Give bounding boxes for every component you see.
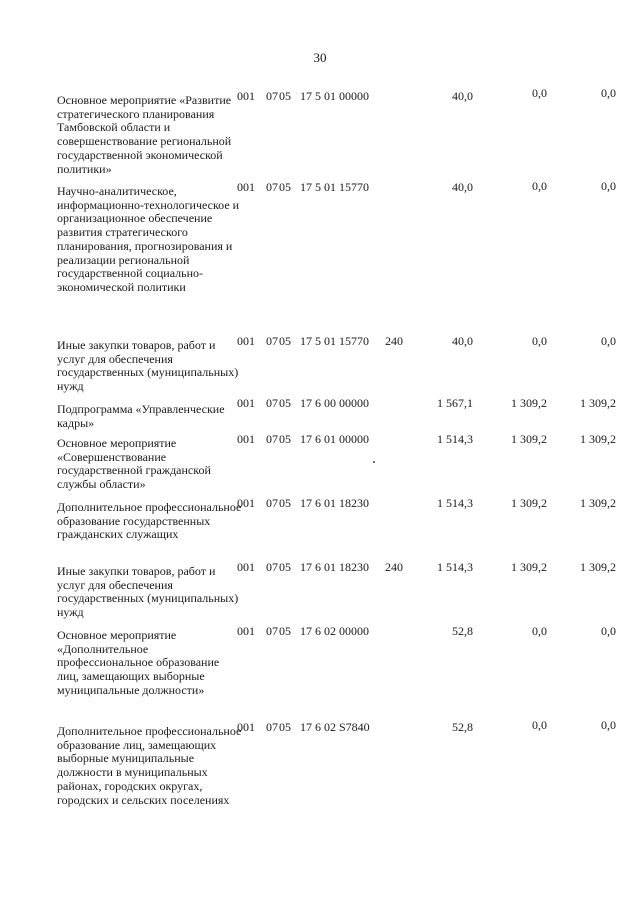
- value-year-2: 1 309,2: [511, 432, 547, 446]
- value-year-1: 1 514,3: [437, 496, 473, 510]
- subsection-code: 05: [279, 180, 291, 194]
- row-name: Иные закупки товаров, работ и услуг для обеспечения государственных (муниципальных) нужд: [57, 338, 239, 394]
- value-year-2: 1 309,2: [511, 396, 547, 410]
- ved-code: 001: [237, 396, 255, 410]
- section-code: 07: [266, 720, 278, 734]
- value-year-3: 1 309,2: [580, 396, 616, 410]
- value-year-3: 0,0: [601, 334, 616, 348]
- value-year-3: 1 309,2: [580, 560, 616, 574]
- target-item-code: 17 5 01 00000: [300, 89, 369, 103]
- ved-code: 001: [237, 720, 255, 734]
- subsection-code: 05: [279, 560, 291, 574]
- value-year-2: 1 309,2: [511, 496, 547, 510]
- section-code: 07: [266, 89, 278, 103]
- value-year-1: 52,8: [452, 624, 473, 638]
- value-year-2: 0,0: [532, 624, 547, 638]
- section-code: 07: [266, 180, 278, 194]
- subsection-code: 05: [279, 720, 291, 734]
- subsection-code: 05: [279, 496, 291, 510]
- section-code: 07: [266, 432, 278, 446]
- row-name: Основное мероприятие «Развитие стратегического планирования Тамбовской области и совершенствование региональной государственной экономической политики»: [57, 93, 232, 176]
- value-year-3: 0,0: [601, 718, 616, 732]
- section-code: 07: [266, 624, 278, 638]
- value-year-1: 1 567,1: [437, 396, 473, 410]
- ved-code: 001: [237, 624, 255, 638]
- expense-type-code: 240: [385, 334, 403, 348]
- value-year-1: 40,0: [452, 180, 473, 194]
- expense-type-code: 240: [385, 560, 403, 574]
- row-name: Основное мероприятие «Дополнительное профессиональное образование лиц, замещающих выборные муниципальные должности»: [57, 628, 220, 697]
- row-name: Научно-аналитическое, информационно-технологическое и организационное обеспечение развития стратегического планирования, прогнозирования и реализации региональной государственной социально-экономической политики: [57, 184, 240, 294]
- subsection-code: 05: [279, 396, 291, 410]
- ved-code: 001: [237, 560, 255, 574]
- section-code: 07: [266, 396, 278, 410]
- value-year-2: 0,0: [532, 334, 547, 348]
- value-year-3: 1 309,2: [580, 496, 616, 510]
- subsection-code: 05: [279, 624, 291, 638]
- row-name: Дополнительное профессиональное образование государственных гражданских служащих: [57, 500, 242, 542]
- value-year-1: 40,0: [452, 89, 473, 103]
- row-name: Дополнительное профессиональное образование лиц, замещающих выборные муниципальные должности в муниципальных районах, городских округах, городских и сельских поселениях: [57, 724, 242, 807]
- value-year-1: 1 514,3: [437, 560, 473, 574]
- target-item-code: 17 6 01 18230: [300, 560, 369, 574]
- target-item-code: 17 6 02 00000: [300, 624, 369, 638]
- value-year-2: 0,0: [532, 718, 547, 732]
- section-code: 07: [266, 560, 278, 574]
- value-year-1: 52,8: [452, 720, 473, 734]
- target-item-code: 17 5 01 15770: [300, 334, 369, 348]
- value-year-3: 0,0: [601, 179, 616, 193]
- target-item-code: 17 5 01 15770: [300, 180, 369, 194]
- value-year-1: 1 514,3: [437, 432, 473, 446]
- subsection-code: 05: [279, 432, 291, 446]
- value-year-3: 1 309,2: [580, 432, 616, 446]
- value-year-2: 0,0: [532, 86, 547, 100]
- section-code: 07: [266, 496, 278, 510]
- ved-code: 001: [237, 89, 255, 103]
- ved-code: 001: [237, 334, 255, 348]
- ved-code: 001: [237, 180, 255, 194]
- value-year-3: 0,0: [601, 624, 616, 638]
- row-name: Основное мероприятие «Совершенствование государственной гражданской службы области»: [57, 436, 211, 492]
- row-name: Иные закупки товаров, работ и услуг для обеспечения государственных (муниципальных) нужд: [57, 564, 239, 620]
- ved-code: 001: [237, 432, 255, 446]
- section-code: 07: [266, 334, 278, 348]
- subsection-code: 05: [279, 89, 291, 103]
- target-item-code: 17 6 00 00000: [300, 396, 369, 410]
- target-item-code: 17 6 01 00000: [300, 432, 369, 446]
- target-item-code: 17 6 02 S7840: [300, 720, 370, 734]
- value-year-3: 0,0: [601, 86, 616, 100]
- value-year-1: 40,0: [452, 334, 473, 348]
- scan-speck: [373, 461, 375, 463]
- target-item-code: 17 6 01 18230: [300, 496, 369, 510]
- value-year-2: 1 309,2: [511, 560, 547, 574]
- subsection-code: 05: [279, 334, 291, 348]
- page-number: 30: [313, 50, 327, 65]
- value-year-2: 0,0: [532, 179, 547, 193]
- row-name: Подпрограмма «Управленческие кадры»: [57, 402, 225, 430]
- ved-code: 001: [237, 496, 255, 510]
